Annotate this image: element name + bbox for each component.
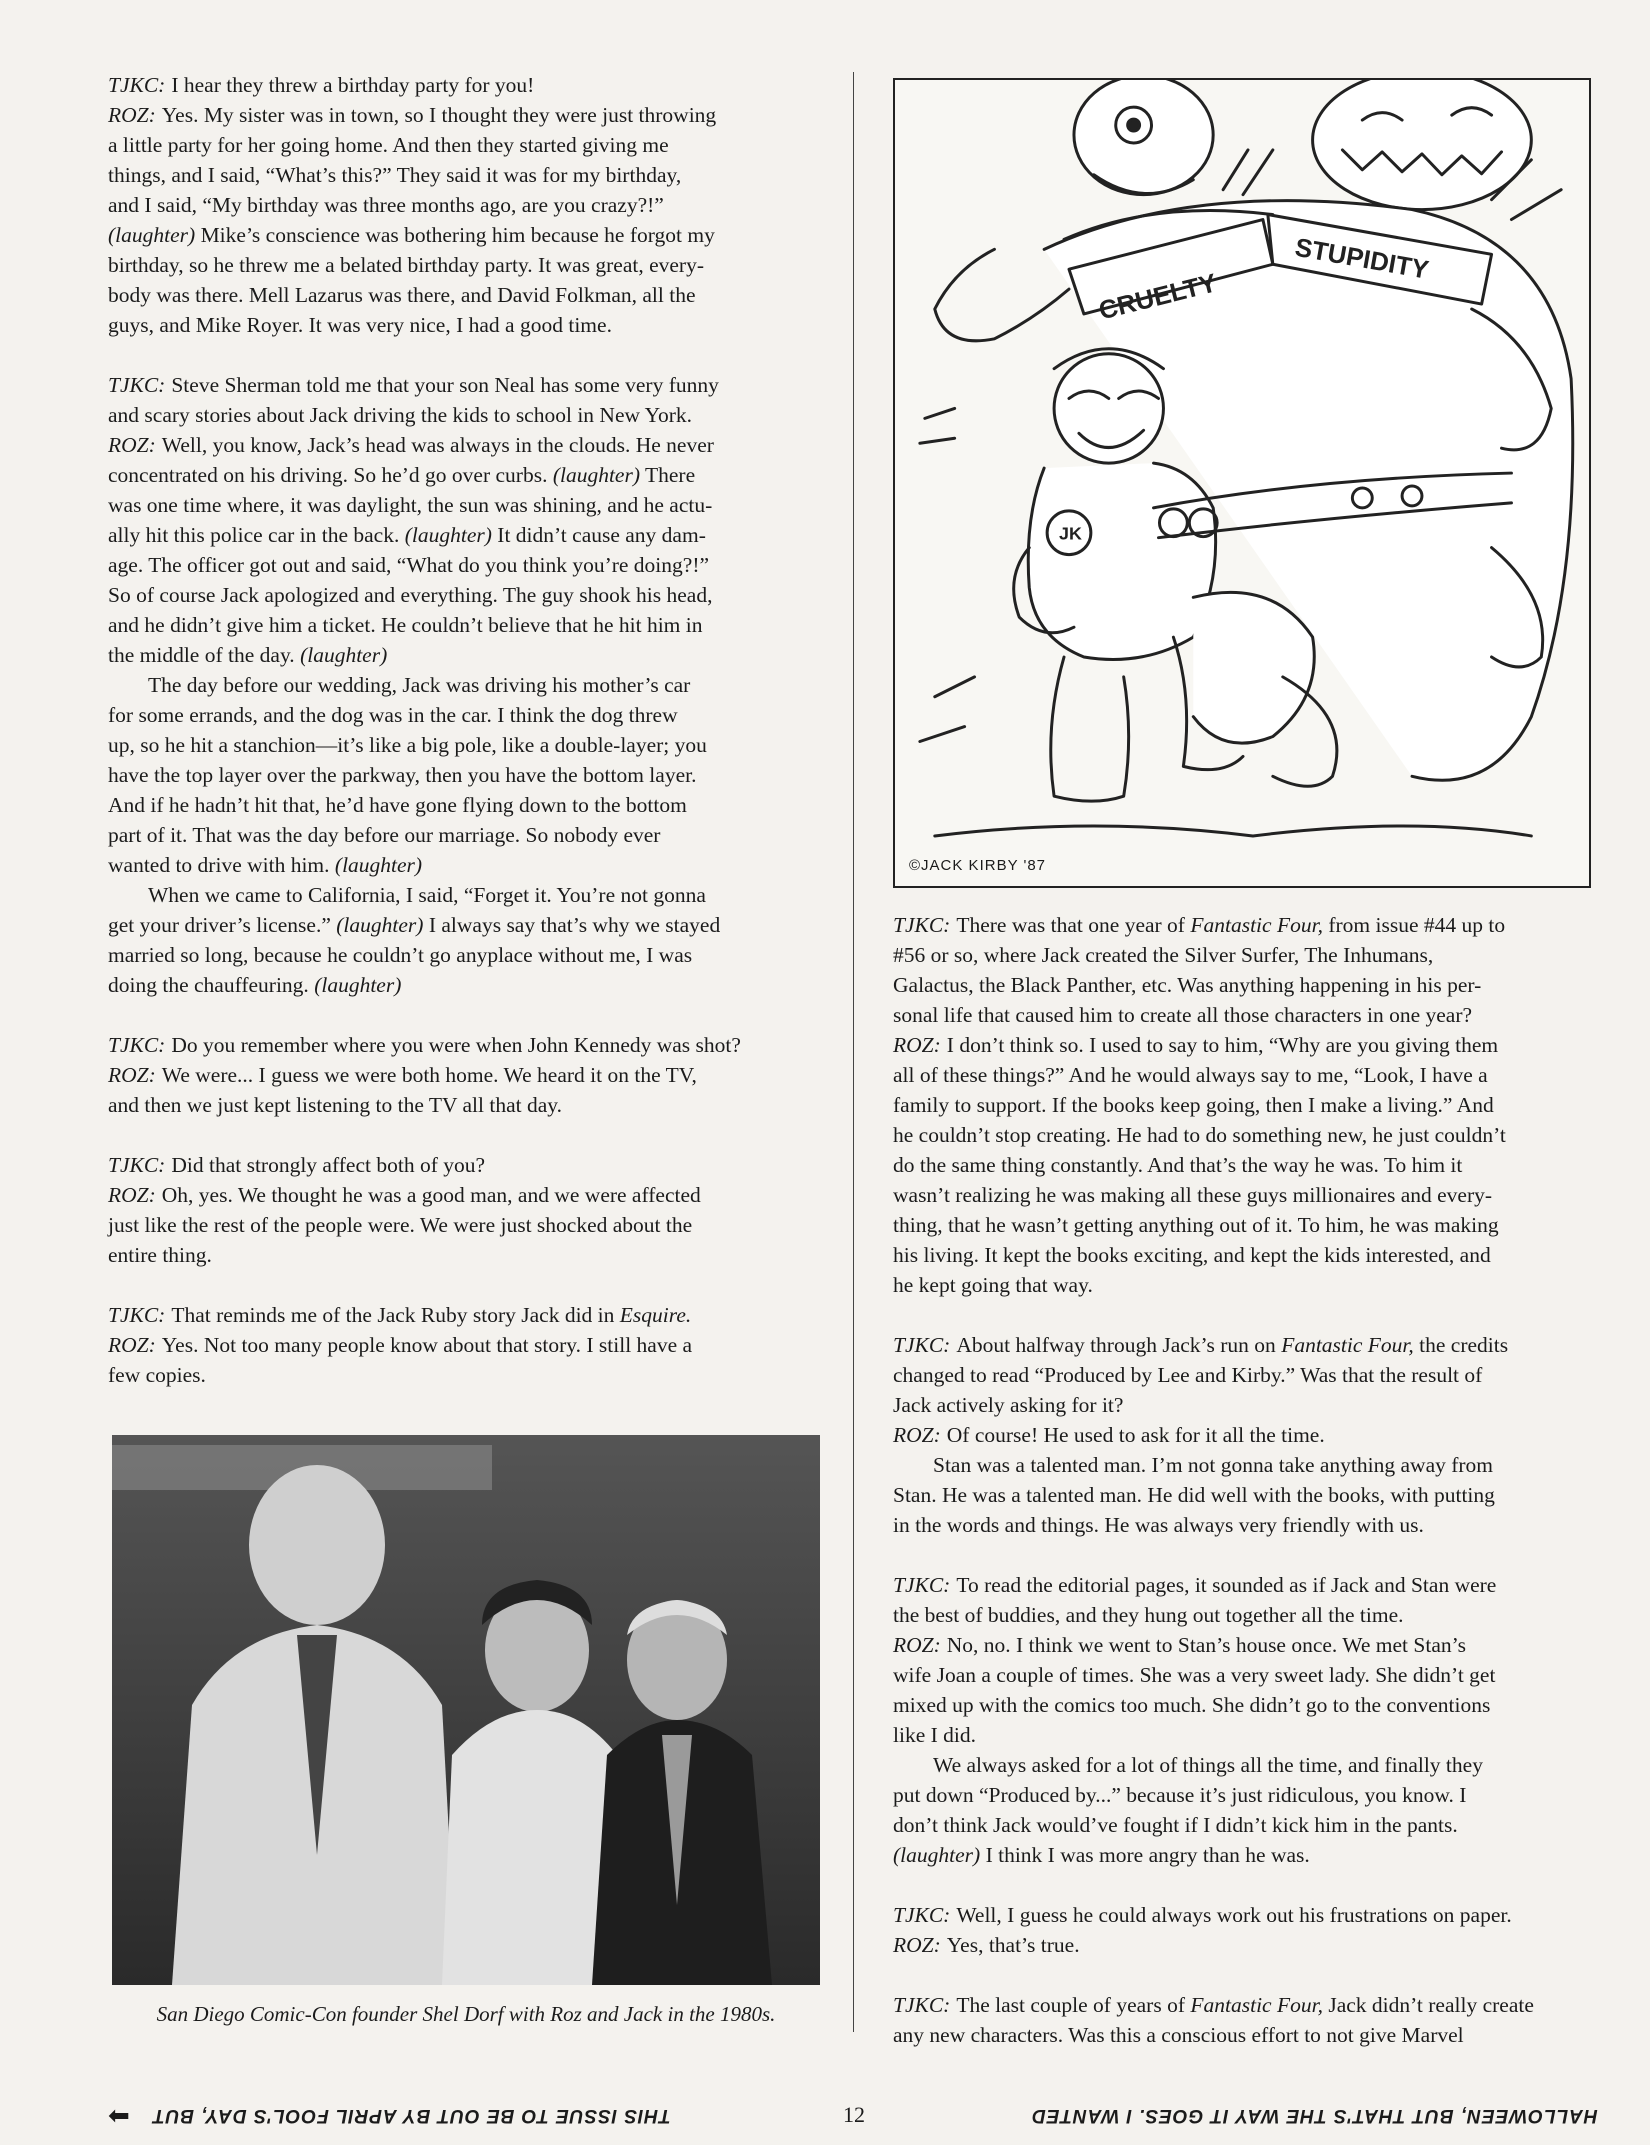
- text-segment: in the words and things. He was always very friendly with us.: [893, 1513, 1424, 1537]
- text-line: [893, 1090, 1598, 1120]
- text-segment: And if he hadn’t hit that, he’d have gone flying down to the bottom: [108, 793, 687, 817]
- text-segment: family to support. If the books keep going, then I make a living.” And: [893, 1093, 1494, 1117]
- italic-text: Fantastic Four,: [1281, 1333, 1414, 1357]
- text-segment: It didn’t cause any dam-: [491, 523, 706, 547]
- speaker-label: TJKC:: [108, 1303, 166, 1327]
- text-line: [108, 1090, 813, 1120]
- text-segment: and then we just kept listening to the TV all that day.: [108, 1093, 563, 1117]
- text-line: [893, 1210, 1598, 1240]
- text-segment: Do you remember where you were when John Kennedy was shot?: [171, 1033, 741, 1057]
- text-line: [893, 1510, 1598, 1540]
- text-segment: he kept going that way.: [893, 1273, 1093, 1297]
- text-line: [108, 820, 813, 850]
- speaker-label: ROZ:: [108, 1183, 156, 1207]
- text-segment: get your driver’s license.”: [108, 913, 337, 937]
- italic-text: (laughter): [336, 913, 424, 937]
- text-segment: Of course! He used to ask for it all the time.: [946, 1423, 1325, 1447]
- kirby-cartoon: [893, 78, 1591, 888]
- page-footer: [108, 2100, 1598, 2134]
- text-segment: I don’t think so. I used to say to him, “Why are you giving them: [946, 1033, 1499, 1057]
- speaker-label: TJKC:: [108, 1153, 166, 1177]
- text-segment: Yes. Not too many people know about that story. I still have a: [161, 1333, 693, 1357]
- text-line: [108, 1060, 813, 1090]
- italic-text: (laughter): [334, 853, 423, 877]
- qa-block: [108, 1030, 813, 1120]
- banner-stupidity: STUPIDITY: [1292, 233, 1431, 285]
- text-line: [108, 400, 813, 430]
- text-segment: he couldn’t stop creating. He had to do something new, he just couldn’t: [893, 1123, 1506, 1147]
- text-segment: mixed up with the comics too much. She didn’t go to the conventions: [893, 1693, 1491, 1717]
- text-segment: I hear they threw a birthday party for you!: [171, 73, 535, 97]
- qa-block: [893, 910, 1598, 1300]
- text-segment: have the top layer over the parkway, then you have the bottom layer.: [108, 763, 697, 787]
- text-line: [108, 370, 813, 400]
- text-segment: any new characters. Was this a conscious effort to not give Marvel: [893, 2023, 1464, 2047]
- speaker-label: TJKC:: [893, 1573, 951, 1597]
- text-line: [108, 160, 813, 190]
- text-line: [108, 490, 813, 520]
- text-line: [108, 1210, 813, 1240]
- text-segment: Steve Sherman told me that your son Neal has some very funny: [171, 373, 719, 397]
- text-segment: do the same thing constantly. And that’s the way he was. To him it: [893, 1153, 1463, 1177]
- text-line: [108, 640, 813, 670]
- text-segment: There: [640, 463, 696, 487]
- text-line: [108, 940, 813, 970]
- text-segment: few copies.: [108, 1363, 206, 1387]
- text-line: [893, 1060, 1598, 1090]
- text-line: [108, 910, 813, 940]
- text-segment: the middle of the day.: [108, 643, 301, 667]
- text-line: [108, 670, 813, 700]
- text-line: [893, 1690, 1598, 1720]
- italic-text: (laughter): [893, 1843, 981, 1867]
- text-line: [893, 1810, 1598, 1840]
- text-segment: entire thing.: [108, 1243, 212, 1267]
- text-segment: Jack didn’t really create: [1322, 1993, 1534, 2017]
- italic-text: (laughter): [314, 973, 402, 997]
- comic-con-photo: [112, 1435, 820, 1985]
- text-segment: wasn’t realizing he was making all these guys millionaires and every-: [893, 1183, 1493, 1207]
- text-segment: like I did.: [893, 1723, 976, 1747]
- text-segment: ally hit this police car in the back.: [108, 523, 405, 547]
- text-segment: Yes, that’s true.: [946, 1933, 1080, 1957]
- text-segment: That reminds me of the Jack Ruby story Jack did in: [171, 1303, 620, 1327]
- text-line: [108, 970, 813, 1000]
- text-segment: Stan. He was a talented man. He did well with the books, with putting: [893, 1483, 1495, 1507]
- text-segment: was one time where, it was daylight, the sun was shining, and he actu-: [108, 493, 713, 517]
- text-segment: all of these things?” And he would always say to me, “Look, I have a: [893, 1063, 1488, 1087]
- text-line: [893, 1630, 1598, 1660]
- text-segment: The day before our wedding, Jack was driving his mother’s car: [148, 673, 691, 697]
- qa-block: [893, 1900, 1598, 1960]
- text-line: [893, 1390, 1598, 1420]
- text-line: [108, 1330, 813, 1360]
- text-segment: just like the rest of the people were. We were just shocked about the: [108, 1213, 693, 1237]
- text-line: [108, 100, 813, 130]
- text-segment: We were... I guess we were both home. We heard it on the TV,: [161, 1063, 697, 1087]
- photo-caption: San Diego Comic-Con founder Shel Dorf with Roz and Jack in the 1980s.: [156, 2002, 776, 2026]
- text-line: [108, 250, 813, 280]
- text-line: [893, 1420, 1598, 1450]
- text-line: [108, 430, 813, 460]
- text-segment: Galactus, the Black Panther, etc. Was anything happening in his per-: [893, 973, 1482, 997]
- text-line: [893, 1360, 1598, 1390]
- speaker-label: TJKC:: [893, 913, 951, 937]
- text-line: [108, 190, 813, 220]
- text-segment: Mike’s conscience was bothering him because he forgot my: [195, 223, 715, 247]
- qa-block: [893, 1570, 1598, 1870]
- text-line: [893, 910, 1598, 940]
- text-segment: the credits: [1413, 1333, 1509, 1357]
- belt-emblem: JK: [1059, 523, 1082, 544]
- text-segment: There was that one year of: [956, 913, 1191, 937]
- text-segment: don’t think Jack would’ve fought if I didn’t kick him in the pants.: [893, 1813, 1458, 1837]
- text-segment: To read the editorial pages, it sounded as if Jack and Stan were: [956, 1573, 1497, 1597]
- text-segment: body was there. Mell Lazarus was there, and David Folkman, all the: [108, 283, 696, 307]
- italic-text: (laughter): [404, 523, 492, 547]
- text-line: [108, 130, 813, 160]
- text-segment: part of it. That was the day before our marriage. So nobody ever: [108, 823, 661, 847]
- text-segment: No, no. I think we went to Stan’s house once. We met Stan’s: [946, 1633, 1466, 1657]
- text-line: [893, 1900, 1598, 1930]
- text-line: [893, 1240, 1598, 1270]
- text-segment: Stan was a talented man. I’m not gonna take anything away from: [933, 1453, 1494, 1477]
- italic-text: Fantastic Four,: [1190, 913, 1323, 937]
- text-line: [108, 1030, 813, 1060]
- text-line: [893, 1840, 1598, 1870]
- text-line: [893, 1480, 1598, 1510]
- speaker-label: ROZ:: [108, 433, 156, 457]
- text-line: [108, 1180, 813, 1210]
- italic-text: (laughter): [108, 223, 196, 247]
- text-segment: age. The officer got out and said, “What do you think you’re doing?!”: [108, 553, 710, 577]
- text-segment: up, so he hit a stanchion—it’s like a big pole, like a double-layer; you: [108, 733, 707, 757]
- text-line: [893, 1000, 1598, 1030]
- qa-block: [108, 1150, 813, 1270]
- text-segment: So of course Jack apologized and everything. The guy shook his head,: [108, 583, 713, 607]
- text-segment: guys, and Mike Royer. It was very nice, I had a good time.: [108, 313, 612, 337]
- text-segment: married so long, because he couldn’t go anyplace without me, I was: [108, 943, 693, 967]
- text-segment: the best of buddies, and they hung out together all the time.: [893, 1603, 1404, 1627]
- italic-text: Esquire.: [619, 1303, 692, 1327]
- text-segment: things, and I said, “What’s this?” They said it was for my birthday,: [108, 163, 682, 187]
- text-line: [108, 760, 813, 790]
- text-line: [893, 970, 1598, 1000]
- text-line: [108, 70, 813, 100]
- text-segment: put down “Produced by...” because it’s just ridiculous, you know. I: [893, 1783, 1467, 1807]
- footer-upside-down-text-right: HALLOWEEN, BUT THAT'S THE WAY IT GOES. I WANTED: [1031, 2105, 1598, 2126]
- speaker-label: TJKC:: [108, 373, 166, 397]
- italic-text: Fantastic Four,: [1190, 1993, 1323, 2017]
- qa-block: [108, 70, 813, 340]
- speaker-label: ROZ:: [893, 1633, 941, 1657]
- text-line: [108, 580, 813, 610]
- text-line: [108, 520, 813, 550]
- text-line: [893, 1180, 1598, 1210]
- text-segment: wife Joan a couple of times. She was a very sweet lady. She didn’t get: [893, 1663, 1496, 1687]
- speaker-label: ROZ:: [893, 1033, 941, 1057]
- text-line: [108, 700, 813, 730]
- text-segment: birthday, so he threw me a belated birthday party. It was great, every-: [108, 253, 704, 277]
- text-line: [893, 2020, 1598, 2050]
- text-segment: changed to read “Produced by Lee and Kirby.” Was that the result of: [893, 1363, 1483, 1387]
- text-segment: and he didn’t give him a ticket. He couldn’t believe that he hit him in: [108, 613, 703, 637]
- text-segment: I think I was more angry than he was.: [980, 1843, 1310, 1867]
- text-line: [893, 1330, 1598, 1360]
- text-line: [893, 1600, 1598, 1630]
- text-line: [893, 1720, 1598, 1750]
- cartoon-drawing: [895, 80, 1589, 886]
- text-line: [893, 1150, 1598, 1180]
- text-segment: thing, that he wasn’t getting anything out of it. To him, he was making: [893, 1213, 1499, 1237]
- text-line: [893, 1450, 1598, 1480]
- text-segment: his living. It kept the books exciting, and kept the kids interested, and: [893, 1243, 1491, 1267]
- speaker-label: TJKC:: [893, 1903, 951, 1927]
- text-line: [893, 1750, 1598, 1780]
- speaker-label: ROZ:: [108, 1333, 156, 1357]
- text-line: [108, 850, 813, 880]
- text-segment: When we came to California, I said, “Forget it. You’re not gonna: [148, 883, 706, 907]
- text-segment: wanted to drive with him.: [108, 853, 335, 877]
- text-line: [893, 940, 1598, 970]
- speaker-label: TJKC:: [108, 1033, 166, 1057]
- left-text-column: [108, 70, 813, 1420]
- text-segment: sonal life that caused him to create all those characters in one year?: [893, 1003, 1473, 1027]
- text-line: [893, 1780, 1598, 1810]
- text-line: [893, 1990, 1598, 2020]
- text-segment: from issue #44 up to: [1322, 913, 1506, 937]
- text-segment: concentrated on his driving. So he’d go over curbs.: [108, 463, 553, 487]
- text-line: [108, 1150, 813, 1180]
- text-line: [893, 1030, 1598, 1060]
- text-segment: Did that strongly affect both of you?: [171, 1153, 486, 1177]
- text-line: [108, 460, 813, 490]
- page-number: 12: [843, 2102, 865, 2127]
- text-segment: Jack actively asking for it?: [893, 1393, 1124, 1417]
- text-segment: We always asked for a lot of things all the time, and finally they: [933, 1753, 1483, 1777]
- text-line: [108, 1300, 813, 1330]
- text-segment: Oh, yes. We thought he was a good man, and we were affected: [161, 1183, 701, 1207]
- qa-block: [893, 1990, 1598, 2050]
- text-line: [108, 220, 813, 250]
- text-line: [108, 1240, 813, 1270]
- text-segment: The last couple of years of: [956, 1993, 1191, 2017]
- qa-block: [108, 1300, 813, 1390]
- text-segment: #56 or so, where Jack created the Silver Surfer, The Inhumans,: [893, 943, 1434, 967]
- text-segment: I always say that’s why we stayed: [423, 913, 721, 937]
- photo-image: [112, 1435, 820, 1985]
- speaker-label: ROZ:: [108, 103, 156, 127]
- text-line: [893, 1660, 1598, 1690]
- text-line: [893, 1270, 1598, 1300]
- text-segment: Well, I guess he could always work out his frustrations on paper.: [956, 1903, 1512, 1927]
- text-segment: for some errands, and the dog was in the car. I think the dog threw: [108, 703, 678, 727]
- speaker-label: ROZ:: [893, 1933, 941, 1957]
- column-divider: [853, 72, 854, 2032]
- text-segment: Yes. My sister was in town, so I thought they were just throwing: [161, 103, 717, 127]
- speaker-label: TJKC:: [893, 1993, 951, 2017]
- text-segment: About halfway through Jack’s run on: [956, 1333, 1282, 1357]
- text-line: [893, 1120, 1598, 1150]
- cartoon-copyright: ©JACK KIRBY '87: [909, 857, 1047, 874]
- text-line: [108, 790, 813, 820]
- qa-block: [893, 1330, 1598, 1540]
- speaker-label: ROZ:: [893, 1423, 941, 1447]
- right-text-column: [893, 910, 1598, 2080]
- arrow-left-icon: ⬅: [108, 2100, 130, 2130]
- qa-block: [108, 370, 813, 1000]
- text-line: [108, 550, 813, 580]
- text-segment: a little party for her going home. And then they started giving me: [108, 133, 669, 157]
- text-line: [893, 1570, 1598, 1600]
- speaker-label: ROZ:: [108, 1063, 156, 1087]
- text-line: [893, 1930, 1598, 1960]
- text-segment: doing the chauffeuring.: [108, 973, 315, 997]
- text-line: [108, 880, 813, 910]
- text-line: [108, 310, 813, 340]
- text-line: [108, 1360, 813, 1390]
- speaker-label: TJKC:: [108, 73, 166, 97]
- text-segment: Well, you know, Jack’s head was always in the clouds. He never: [161, 433, 714, 457]
- text-line: [108, 730, 813, 760]
- banner-cruelty: CRUELTY: [1096, 269, 1220, 326]
- italic-text: (laughter): [552, 463, 641, 487]
- text-segment: and I said, “My birthday was three months ago, are you crazy?!”: [108, 193, 664, 217]
- text-segment: and scary stories about Jack driving the kids to school in New York.: [108, 403, 693, 427]
- text-line: [108, 610, 813, 640]
- italic-text: (laughter): [300, 643, 388, 667]
- footer-upside-down-text-left: THIS ISSUE TO BE OUT BY APRIL FOOL'S DAY, BUT: [152, 2105, 671, 2126]
- speaker-label: TJKC:: [893, 1333, 951, 1357]
- text-line: [108, 280, 813, 310]
